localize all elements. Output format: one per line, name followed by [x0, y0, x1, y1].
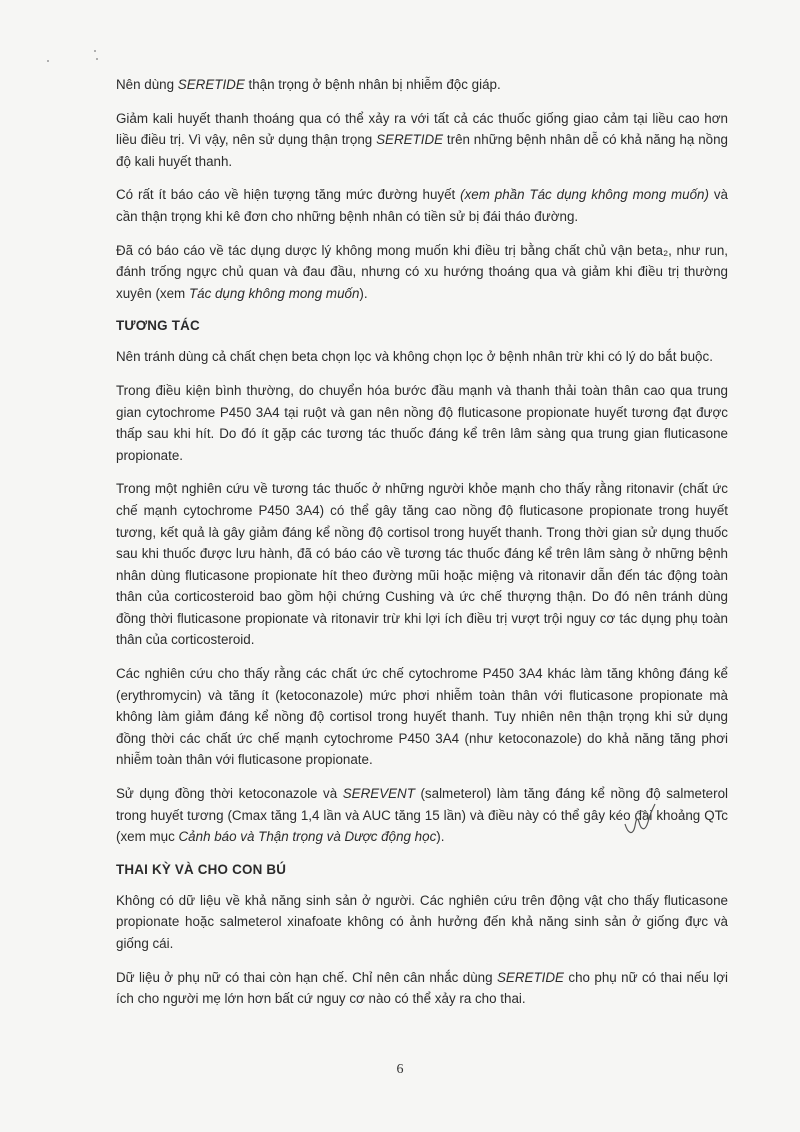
- document-body: [116, 74, 728, 1022]
- paragraph-fertility: Không có dữ liệu về khả năng sinh sản ở người. Các nghiên cứu trên động vật cho thấy fluticasone propionate hoặc salmeterol xinafoate không có ảnh hưởng đến khả năng sinh sản ở giống đực và giống cái.: [116, 892, 728, 951]
- emphasis: Tác dụng không mong muốn: [188, 285, 360, 301]
- emphasis: (xem phần Tác dụng không mong muốn): [460, 187, 709, 203]
- scan-speck: [96, 58, 98, 60]
- emphasis: SERETIDE: [497, 969, 564, 985]
- scan-speck: [94, 50, 96, 52]
- paragraph-thyrotoxicosis: Nên dùng SERETIDE thận trọng ở bệnh nhân bị nhiễm độc giáp.: [116, 77, 501, 92]
- paragraph-hypokalemia: Giảm kali huyết thanh thoáng qua có thể xảy ra với tất cả các thuốc giống giao cảm tại liều cao hơn liều điều trị. Vì vậy, nên sử dụng thận trọng SERETIDE trên những bệnh nhân dễ có khả năng hạ nồng độ kali huyết thanh.: [116, 110, 728, 169]
- paragraph-beta-blockers: Nên tránh dùng cả chất chẹn beta chọn lọc và không chọn lọc ở bệnh nhân trừ khi có lý do bắt buộc.: [116, 349, 713, 365]
- paragraph-ketoconazole-salmeterol: Sử dụng đồng thời ketoconazole và SEREVENT (salmeterol) làm tăng đáng kể nồng độ salmeterol trong huyết tương (Cmax tăng 1,4 lần và AUC tăng 15 lần) và điều này có thể gây kéo dài khoảng QTc (xem mục Cảnh báo và Thận trọng và Dược động học).: [116, 786, 728, 845]
- page-number: 6: [396, 1062, 404, 1077]
- paragraph-pregnancy: Dữ liệu ở phụ nữ có thai còn hạn chế. Chỉ nên cân nhắc dùng SERETIDE cho phụ nữ có thai nếu lợi ích cho người mẹ lớn hơn bất cứ nguy cơ nào có thể xảy ra cho thai.: [116, 969, 728, 1007]
- emphasis: SEREVENT: [342, 786, 415, 802]
- emphasis: Cảnh báo và Thận trọng và Dược động học: [178, 829, 437, 845]
- heading-pregnancy: THAI KỲ VÀ CHO CON BÚ: [116, 861, 287, 877]
- emphasis: SERETIDE: [177, 77, 245, 92]
- paragraph-hyperglycemia: Có rất ít báo cáo về hiện tượng tăng mức đường huyết (xem phần Tác dụng không mong muốn) và cần thận trọng khi kê đơn cho những bệnh nhân có tiền sử bị đái tháo đường.: [116, 187, 728, 224]
- emphasis: SERETIDE: [376, 132, 444, 148]
- paragraph-ritonavir: Trong một nghiên cứu về tương tác thuốc ở những người khỏe mạnh cho thấy rằng ritonavir (chất ức chế mạnh cytochrome P450 3A4) có thể gây tăng cao nồng độ fluticasone propionate trong huyết tương, kết quả là gây giảm đáng kể nồng độ cortisol trong huyết thanh. Trong thời gian sử dụng thuốc sau khi thuốc được lưu hành, đã có báo cáo về tương tác thuốc đáng kể trên lâm sàng ở những bệnh nhân dùng fluticasone propionate hít theo đường mũi hoặc miệng và ritonavir dẫn đến tác động toàn thân của corticosteroid bao gồm hội chứng Cushing và ức chế thượng thận. Do đó nên tránh dùng đồng thời fluticasone propionate và ritonavir trừ khi lợi ích điều trị vượt trội nguy cơ tác dụng phụ toàn thân của corticosteroid.: [116, 481, 728, 648]
- handwritten-initials: [622, 800, 658, 840]
- heading-interactions: TƯƠNG TÁC: [116, 318, 200, 334]
- paragraph-other-inhibitors: Các nghiên cứu cho thấy rằng các chất ức chế cytochrome P450 3A4 khác làm tăng không đáng kể (erythromycin) và tăng ít (ketoconazole) mức phơi nhiễm toàn thân với fluticasone propionate mà không làm giảm đáng kể nồng độ cortisol trong huyết thanh. Tuy nhiên nên thận trọng khi sử dụng đồng thời các chất ức chế mạnh cytochrome P450 3A4 (như ketoconazole) do khả năng tăng phơi nhiễm toàn thân với fluticasone propionate.: [116, 666, 728, 768]
- paragraph-beta2-effects: Đã có báo cáo về tác dụng dược lý không mong muốn khi điều trị bằng chất chủ vận beta₂, như run, đánh trống ngực chủ quan và đau đầu, nhưng có xu hướng thoáng qua và giảm khi điều trị thường xuyên (xem Tác dụng không mong muốn).: [116, 242, 728, 301]
- paragraph-cyp3a4-metabolism: Trong điều kiện bình thường, do chuyển hóa bước đầu mạnh và thanh thải toàn thân cao qua trung gian cytochrome P450 3A4 tại ruột và gan nên nồng độ fluticasone propionate huyết tương đạt được thấp sau khi hít. Do đó ít gặp các tương tác thuốc đáng kể trên lâm sàng qua trung gian fluticasone propionate.: [116, 382, 728, 463]
- scan-speck: [47, 60, 49, 62]
